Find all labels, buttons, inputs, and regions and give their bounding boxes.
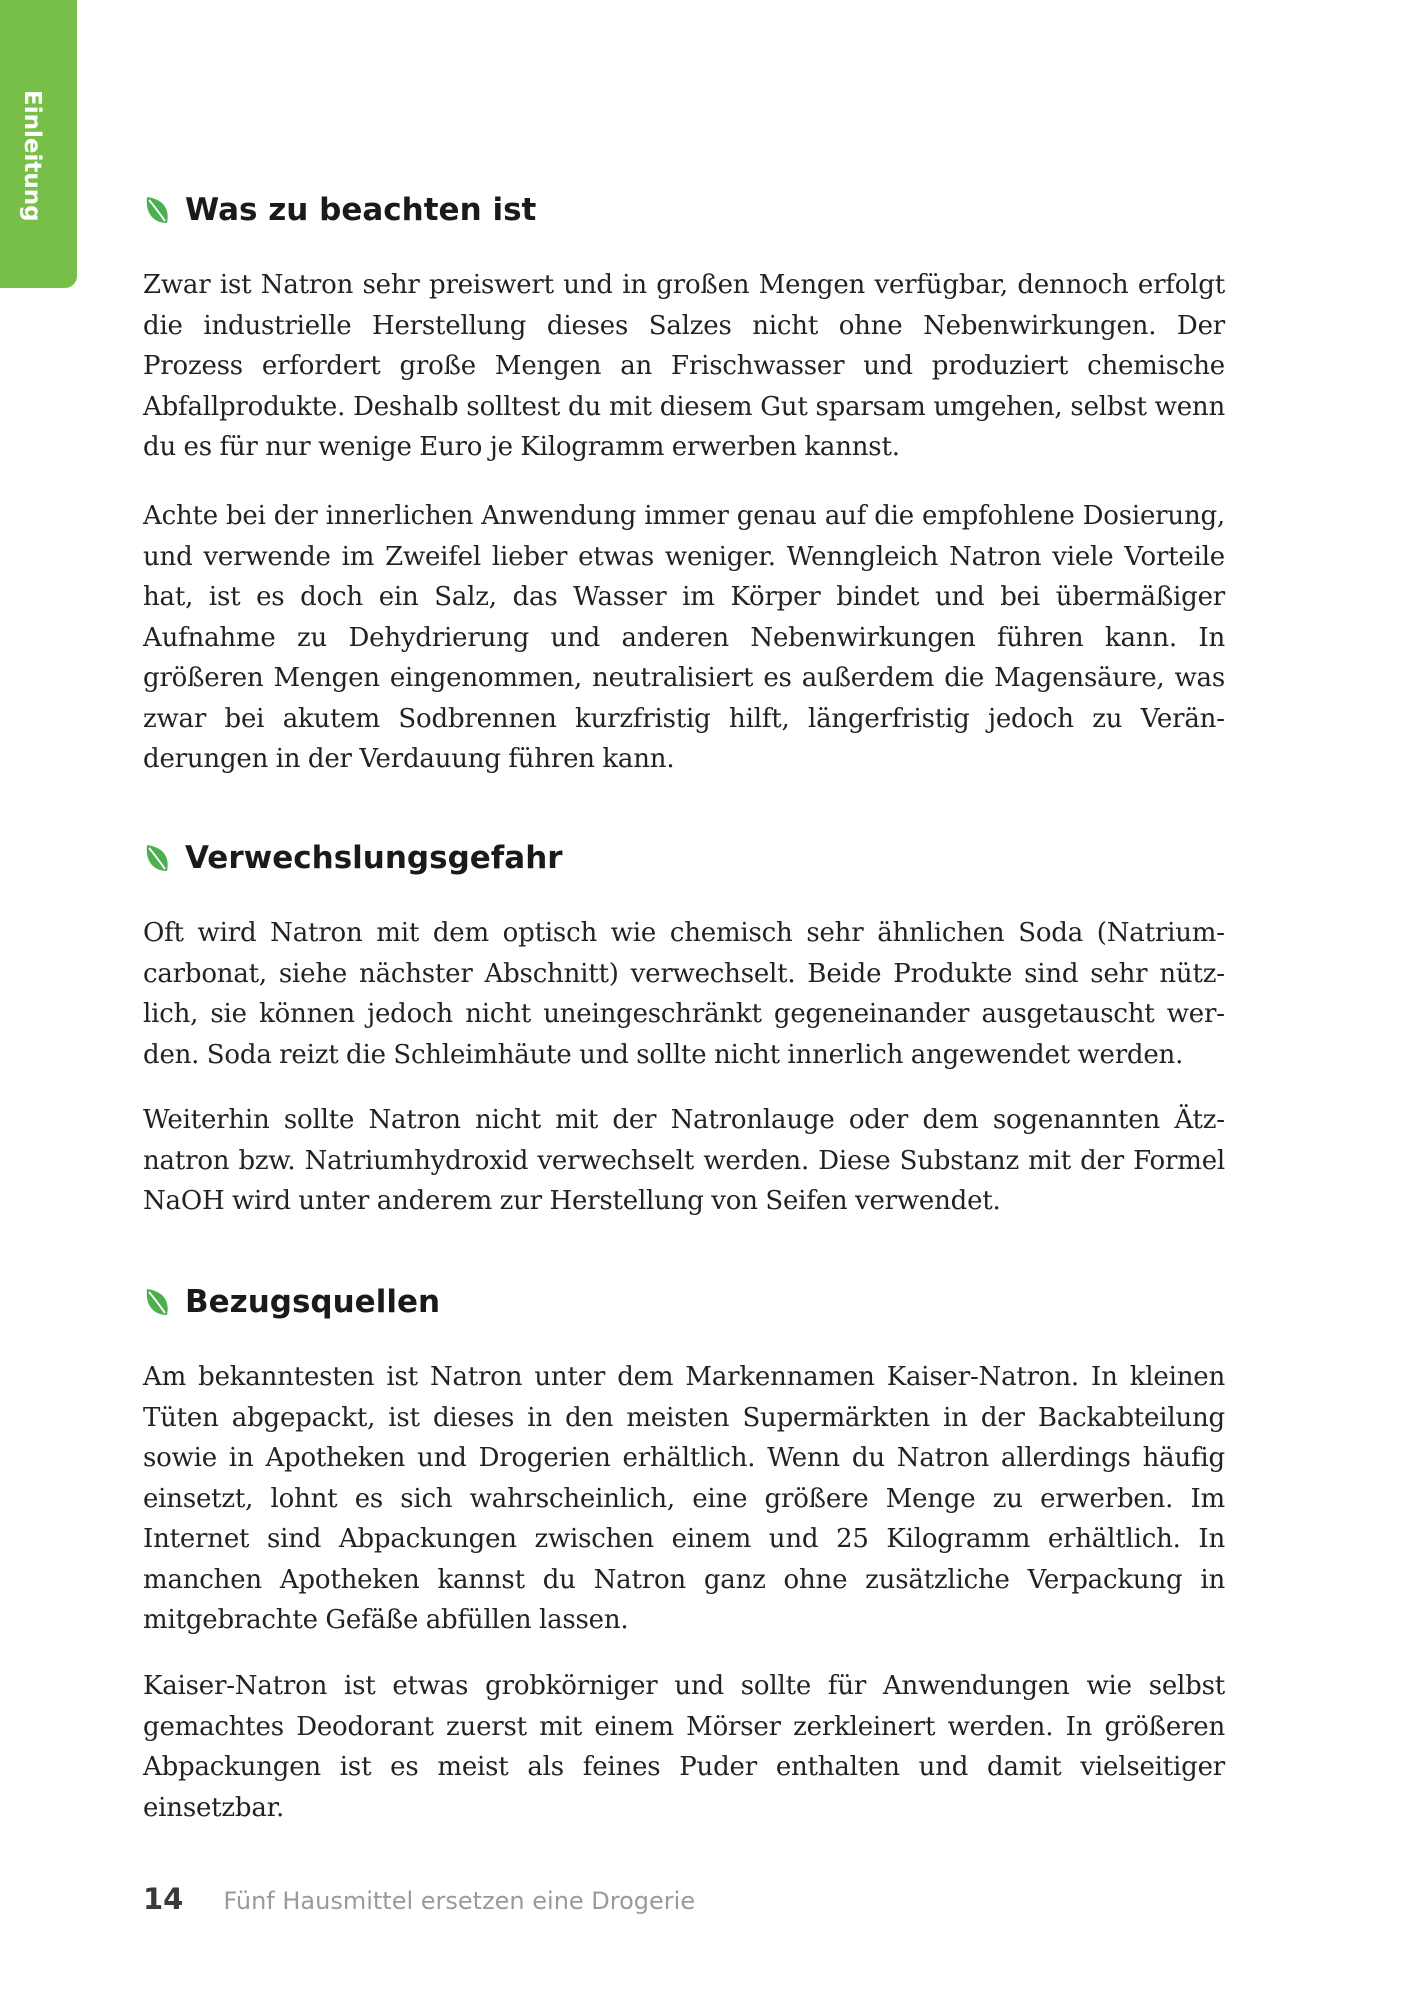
paragraph: Oft wird Natron mit dem optisch wie chemisch sehr ähnlichen Soda (Natriumcarbonat, siehe nächster Abschnitt) verwechselt. Beide Produkte sind sehr nützlich, sie können jedoch nicht uneingeschränkt gegeneinander ausgetauscht werden. Soda reizt die Schleimhäute und sollte nicht innerlich angewendet werden. bbox=[143, 918, 1225, 1070]
section-heading-text: Was zu beachten ist bbox=[185, 192, 537, 228]
section-heading-bezugsquellen bbox=[143, 1284, 440, 1320]
book-title: Fünf Hausmittel ersetzen eine Drogerie bbox=[223, 1887, 696, 1915]
leaf-icon bbox=[143, 843, 171, 873]
paragraph: Kaiser-Natron ist etwas grobkörniger und sollte für Anwendungen wie selbst gemachtes Deodorant zuerst mit einem Mörser zerkleinert werden. In größeren Abpackungen ist es meist als feines Puder enthalten und damit vielseitiger einsetzbar. bbox=[143, 1671, 1225, 1823]
page-footer bbox=[143, 1882, 695, 1916]
paragraph: Weiterhin sollte Natron nicht mit der Natronlauge oder dem sogenannten Ätznatron bzw. Natriumhydroxid verwechselt werden. Diese Substanz mit der Formel NaOH wird unter anderem zur Herstellung von Seifen verwendet. bbox=[143, 1105, 1225, 1216]
page-number: 14 bbox=[143, 1882, 184, 1916]
chapter-tab-label: Einleitung bbox=[19, 90, 45, 222]
section-heading-beachten bbox=[143, 192, 536, 228]
paragraph: Am bekanntesten ist Natron unter dem Markennamen Kaiser-Natron. In kleinen Tüten abgepackt, ist dieses in den meisten Supermärkten in der Backabteilung sowie in Apotheken und Drogerien erhältlich. Wenn du Natron allerdings häufig einsetzt, lohnt es sich wahrscheinlich, eine größere Menge zu erwerben. Im Internet sind Abpackungen zwischen einem und 25 Kilogramm erhältlich. In manchen Apotheken kannst du Natron ganz ohne zusätzliche Verpackung in mitgebrachte Gefäße abfüllen lassen. bbox=[143, 1362, 1225, 1635]
leaf-icon bbox=[143, 1287, 171, 1317]
section-heading-text: Verwechslungsgefahr bbox=[185, 840, 563, 876]
leaf-icon bbox=[143, 195, 171, 225]
paragraph: Zwar ist Natron sehr preiswert und in großen Mengen verfügbar, dennoch erfolgt die industrielle Herstellung dieses Salzes nicht ohne Nebenwirkungen. Der Prozess erfordert große Mengen an Frischwasser und produziert chemische Abfallprodukte. Deshalb solltest du mit diesem Gut sparsam umgehen, selbst wenn du es für nur wenige Euro je Kilogramm erwerben kannst. bbox=[143, 270, 1225, 462]
chapter-side-tab bbox=[0, 0, 77, 288]
section-heading-text: Bezugsquellen bbox=[185, 1284, 441, 1320]
paragraph: Achte bei der innerlichen Anwendung immer genau auf die empfohlene Dosierung, und verwende im Zweifel lieber etwas weniger. Wenngleich Natron viele Vorteile hat, ist es doch ein Salz, das Wasser im Körper bindet und bei übermäßiger Aufnahme zu Dehydrierung und anderen Nebenwirkungen führen kann. In größeren Mengen eingenommen, neutralisiert es außerdem die Magensäure, was zwar bei akutem Sodbrennen kurzfristig hilft, längerfristig jedoch zu Veränderungen in der Verdauung führen kann. bbox=[143, 501, 1225, 774]
section-heading-verwechslung bbox=[143, 840, 563, 876]
